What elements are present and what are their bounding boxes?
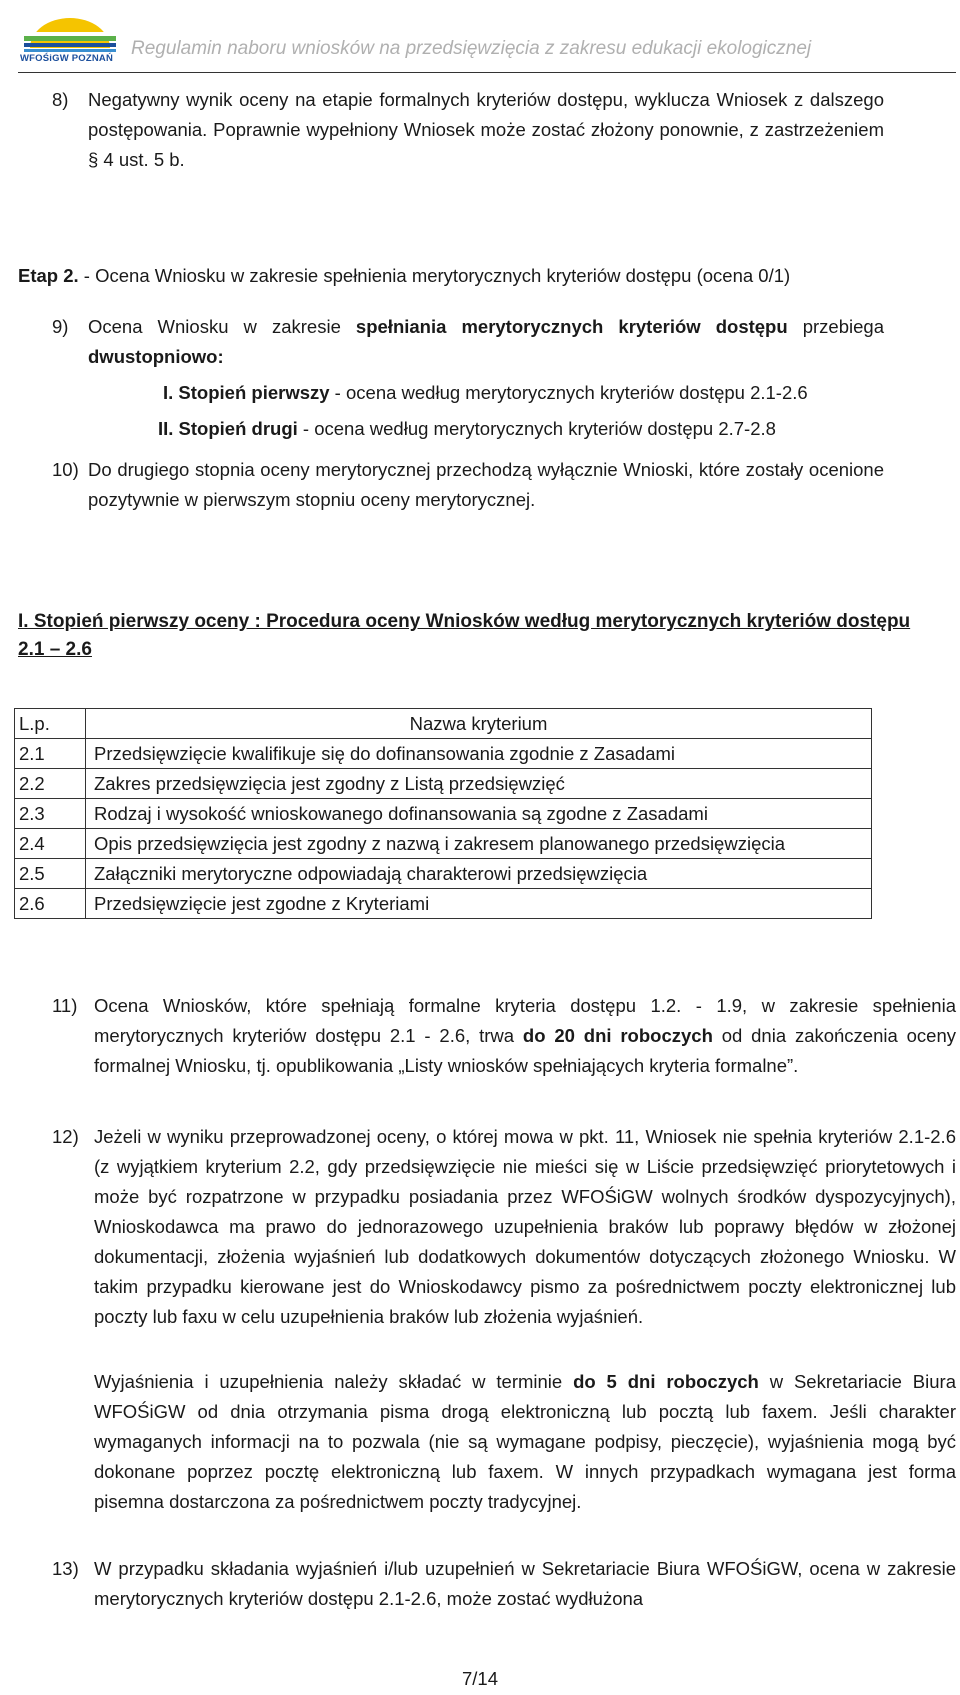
list-item-9	[52, 312, 884, 372]
page-number: 7/14	[461, 1668, 498, 1689]
table-cell-lp: 2.6	[15, 889, 86, 919]
item-text: Ocena Wniosku w zakresie	[88, 316, 356, 337]
item-text: Do drugiego stopnia oceny merytorycznej przechodzą wyłącznie Wnioski, które zostały ocenione pozytywnie w pierwszym stopniu oceny merytorycznej.	[88, 459, 884, 510]
table-row	[15, 799, 872, 829]
table-cell-name: Zakres przedsięwzięcia jest zgodny z Listą przedsięwzięć	[86, 769, 872, 799]
table-row	[15, 739, 872, 769]
table-row	[15, 829, 872, 859]
column-header-name: Nazwa kryterium	[86, 709, 872, 739]
table-cell-lp: 2.2	[15, 769, 86, 799]
stage-label: Etap 2.	[18, 265, 79, 286]
item-bold-text: do 5 dni roboczych	[573, 1371, 759, 1392]
item-number: 11)	[52, 995, 78, 1016]
stage-two-label: II. Stopień drugi	[158, 418, 298, 439]
item-bold-text: do 20 dni roboczych	[522, 1025, 713, 1046]
table-cell-name: Przedsięwzięcie kwalifikuje się do dofinansowania zgodnie z Zasadami	[86, 739, 872, 769]
table-cell-lp: 2.5	[15, 859, 86, 889]
table-cell-name: Rodzaj i wysokość wnioskowanego dofinansowania są zgodne z Zasadami	[86, 799, 872, 829]
item-bold-text: spełniania merytorycznych kryteriów dostępu	[355, 316, 788, 337]
table-cell-name: Załączniki merytoryczne odpowiadają charakterowi przedsięwzięcia	[86, 859, 872, 889]
list-item-12-continuation	[94, 1367, 956, 1517]
table-cell-name: Opis przedsięwzięcia jest zgodny z nazwą i zakresem planowanego przedsięwzięcia	[86, 829, 872, 859]
stage-one-line	[163, 382, 808, 404]
page-header	[0, 0, 960, 78]
table-row	[15, 859, 872, 889]
stage-two-text: - ocena według merytorycznych kryteriów dostępu 2.7-2.8	[297, 418, 776, 439]
list-item-11	[52, 991, 956, 1081]
item-text: Ocena Wniosków, które spełniają formalne kryteria dostępu 1.2. - 1.9, w zakresie spełnienia merytorycznych kryteriów dostępu 2.1 - 2.6, trwa	[94, 995, 956, 1046]
item-number: 13)	[52, 1558, 79, 1579]
wfosigw-logo-icon	[20, 8, 120, 68]
criteria-table	[14, 708, 872, 919]
list-item-10	[52, 455, 884, 515]
item-text: przebiega	[787, 316, 884, 337]
item-number: 9)	[52, 316, 69, 337]
stage-one-text: - ocena według merytorycznych kryteriów dostępu 2.1-2.6	[329, 382, 808, 403]
stage-two-line	[158, 418, 776, 440]
stage-one-label: I. Stopień pierwszy	[163, 382, 330, 403]
header-divider	[18, 72, 956, 73]
table-cell-name: Przedsięwzięcie jest zgodne z Kryteriami	[86, 889, 872, 919]
table-row	[15, 889, 872, 919]
list-item-13	[52, 1554, 956, 1614]
column-header-lp: L.p.	[15, 709, 86, 739]
list-item-12	[52, 1122, 956, 1332]
logo-text: WFOŚiGW POZNAŃ	[20, 53, 114, 64]
item-number: 10)	[52, 459, 79, 480]
item-number: 8)	[52, 89, 69, 110]
item-text: W przypadku składania wyjaśnień i/lub uzupełnień w Sekretariacie Biura WFOŚiGW, ocena w zakresie merytorycznych kryteriów dostępu 2.1-2.6, może zostać wydłużona	[94, 1558, 956, 1609]
section-heading	[18, 608, 918, 664]
item-text: Jeżeli w wyniku przeprowadzonej oceny, o której mowa w pkt. 11, Wniosek nie spełnia kryteriów 2.1-2.6 (z wyjątkiem kryterium 2.2, gdy przedsięwzięcie nie mieści się w Liście przedsięwzięć priorytetowych i może być rozpatrzone w przypadku posiadania przez WFOŚiGW wolnych środków dyspozycyjnych), Wnioskodawca ma prawo do jednorazowego uzupełnienia braków lub poprawy błędów w złożonej dokumentacji, złożenia wyjaśnień lub dodatkowych dokumentów dotyczących złożonego Wniosku. W takim przypadku kierowane jest do Wnioskodawcy pismo za pośrednictwem poczty elektronicznej lub poczty lub faxu w celu uzupełnienia braków lub złożenia wyjaśnień.	[94, 1126, 956, 1327]
list-item-8	[52, 85, 884, 175]
item-text: Negatywny wynik oceny na etapie formalnych kryteriów dostępu, wyklucza Wniosek z dalszego postępowania. Poprawnie wypełniony Wniosek może zostać złożony ponownie, z zastrzeżeniem § 4 ust. 5 b.	[88, 89, 884, 170]
table-header-row	[15, 709, 872, 739]
stage-title: - Ocena Wniosku w zakresie spełnienia merytorycznych kryteriów dostępu (ocena 0/1)	[78, 265, 791, 286]
table-cell-lp: 2.4	[15, 829, 86, 859]
table-cell-lp: 2.3	[15, 799, 86, 829]
stage-heading	[18, 265, 790, 287]
item-bold-text: dwustopniowo:	[88, 346, 224, 367]
item-text: w Sekretariacie Biura WFOŚiGW od dnia otrzymania pisma drogą elektroniczną lub pocztą lub faxem. Jeśli charakter wymaganych informacji na to pozwala (nie są wymagane podpisy, pieczęcie), wyjaśnienia mogą być dokonane poprzez pocztę elektroniczną lub faxem. W innych przypadkach wymagana jest forma pisemna dostarczona za pośrednictwem poczty tradycyjnej.	[94, 1371, 956, 1512]
section-heading-text: I. Stopień pierwszy oceny : Procedura oceny Wniosków według merytorycznych kryteriów dostępu 2.1 – 2.6	[18, 611, 911, 660]
table-cell-lp: 2.1	[15, 739, 86, 769]
item-text: od dnia zakończenia oceny formalnej Wniosku, tj. opublikowania „Listy wniosków spełniających kryteria formalne”.	[94, 1025, 956, 1076]
item-text: Wyjaśnienia i uzupełnienia należy składać w terminie	[94, 1371, 574, 1392]
item-number: 12)	[52, 1126, 79, 1147]
table-row	[15, 769, 872, 799]
header-title: Regulamin naboru wniosków na przedsięwzięcia z zakresu edukacji ekologicznej	[131, 38, 812, 59]
